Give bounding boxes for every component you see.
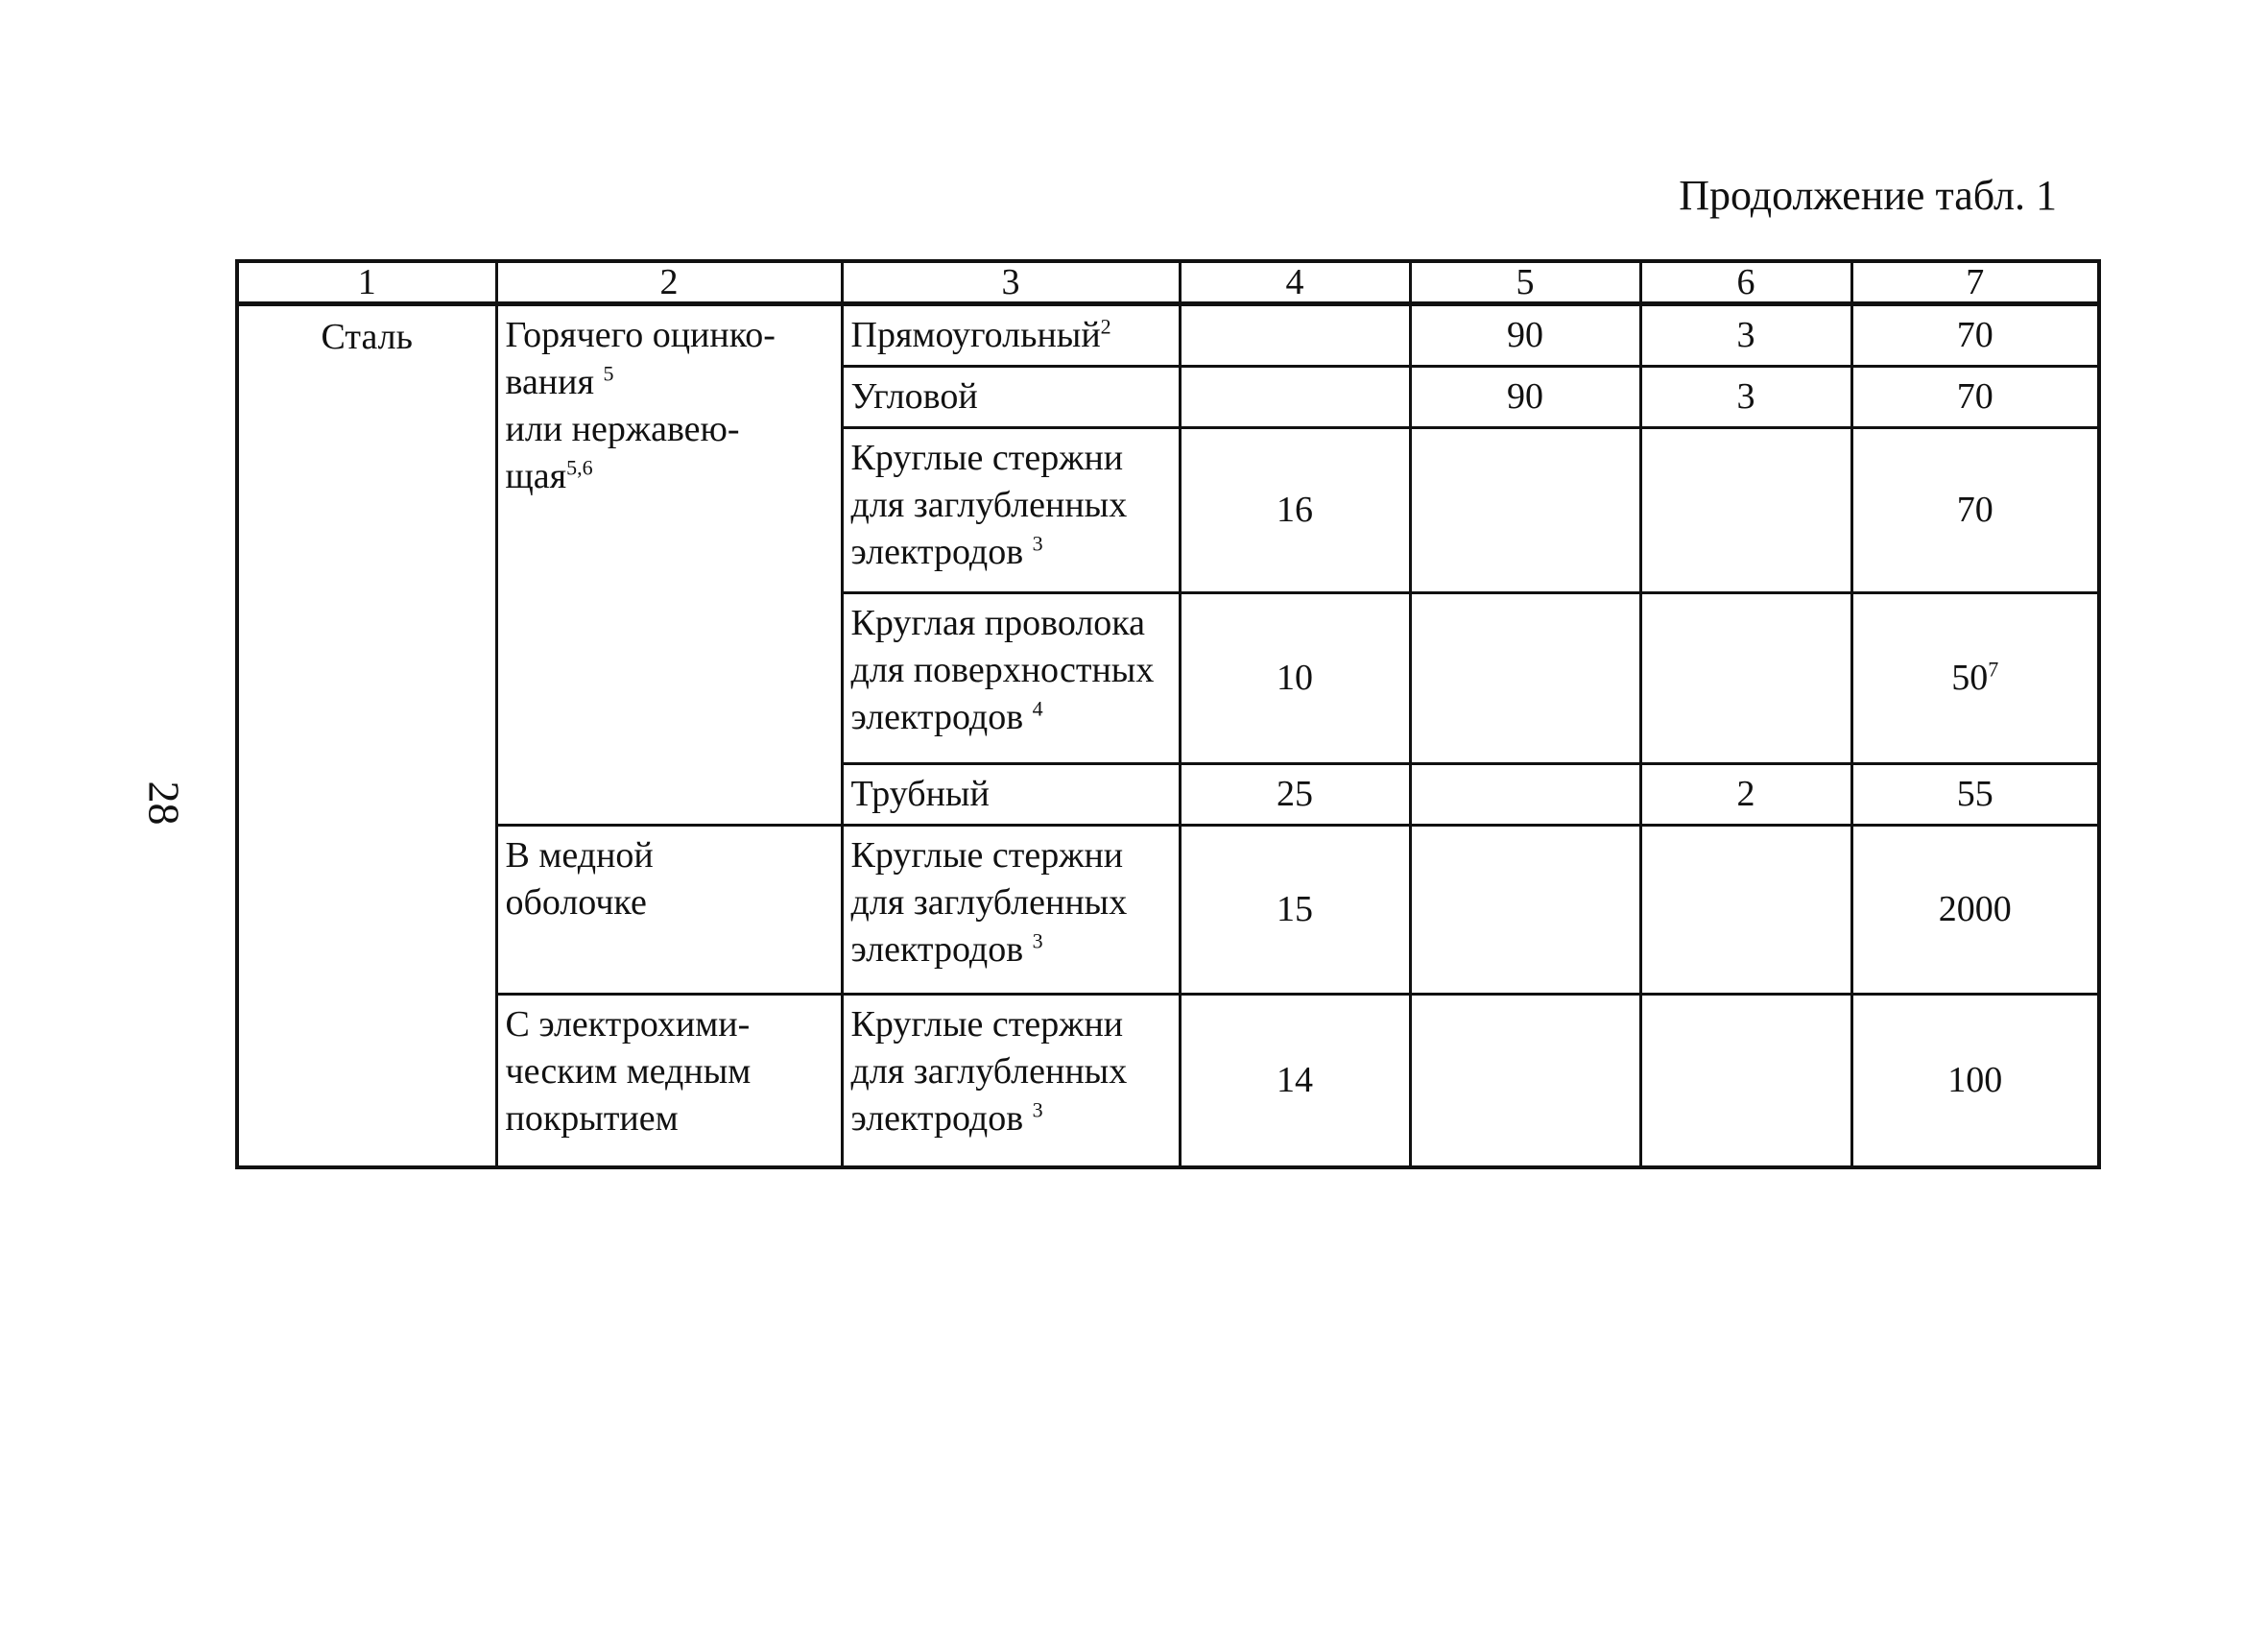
value-col5 [1410, 995, 1640, 1167]
shape-cell: Трубный [842, 764, 1180, 826]
value-col6: 3 [1640, 304, 1851, 367]
header-cell: 1 [237, 261, 496, 304]
value-col5: 90 [1410, 367, 1640, 428]
value-col6: 2 [1640, 764, 1851, 826]
table-row [237, 995, 2099, 1167]
value-col7: 70 [1851, 428, 2099, 593]
value-col4 [1180, 367, 1410, 428]
value-col7: 55 [1851, 764, 2099, 826]
value-col7: 100 [1851, 995, 2099, 1167]
table-row [237, 304, 2099, 367]
electrode-table [235, 259, 2101, 1169]
header-cell: 7 [1851, 261, 2099, 304]
value-col6 [1640, 593, 1851, 764]
value-col6 [1640, 428, 1851, 593]
table-row [237, 826, 2099, 995]
shape-cell: Прямоугольный$^2$ [842, 304, 1180, 367]
value-col4: 15 [1180, 826, 1410, 995]
value-col4: 14 [1180, 995, 1410, 1167]
header-cell: 5 [1410, 261, 1640, 304]
value-col7: 2000 [1851, 826, 2099, 995]
shape-cell: Круглые стержни для заглубленных электродов $^3$ [842, 826, 1180, 995]
value-col6 [1640, 995, 1851, 1167]
material-cell: Сталь [237, 304, 496, 1167]
value-col5 [1410, 593, 1640, 764]
shape-cell: Круглые стержни для заглубленных электродов $^3$ [842, 995, 1180, 1167]
value-col4: 16 [1180, 428, 1410, 593]
shape-cell: Угловой [842, 367, 1180, 428]
value-col6: 3 [1640, 367, 1851, 428]
value-col7: $50^7$ [1851, 593, 2099, 764]
value-col5 [1410, 764, 1640, 826]
page-number: 28 [139, 780, 189, 826]
header-cell: 6 [1640, 261, 1851, 304]
value-col5 [1410, 826, 1640, 995]
header-cell: 2 [496, 261, 842, 304]
value-col4 [1180, 304, 1410, 367]
coating-copper-sheath: В медной оболочке [496, 826, 842, 995]
header-cell: 3 [842, 261, 1180, 304]
value-col4: 25 [1180, 764, 1410, 826]
table-caption: Продолжение табл. 1 [1679, 172, 2057, 219]
value-col4: 10 [1180, 593, 1410, 764]
shape-cell: Круглые стержни для заглубленных электродов $^3$ [842, 428, 1180, 593]
value-col5 [1410, 428, 1640, 593]
shape-cell: Круглая проволока для поверхностных электродов $^4$ [842, 593, 1180, 764]
value-col7: 70 [1851, 367, 2099, 428]
coating-electrochemical-copper: С электрохими- ческим медным покрытием [496, 995, 842, 1167]
value-col6 [1640, 826, 1851, 995]
coating-hot-galvanized: Горячего оцинко- вания $^5$ или нержавею- щая$^{5,6}$ [496, 304, 842, 826]
value-col5: 90 [1410, 304, 1640, 367]
header-cell: 4 [1180, 261, 1410, 304]
value-col7: 70 [1851, 304, 2099, 367]
header-row [237, 261, 2099, 304]
